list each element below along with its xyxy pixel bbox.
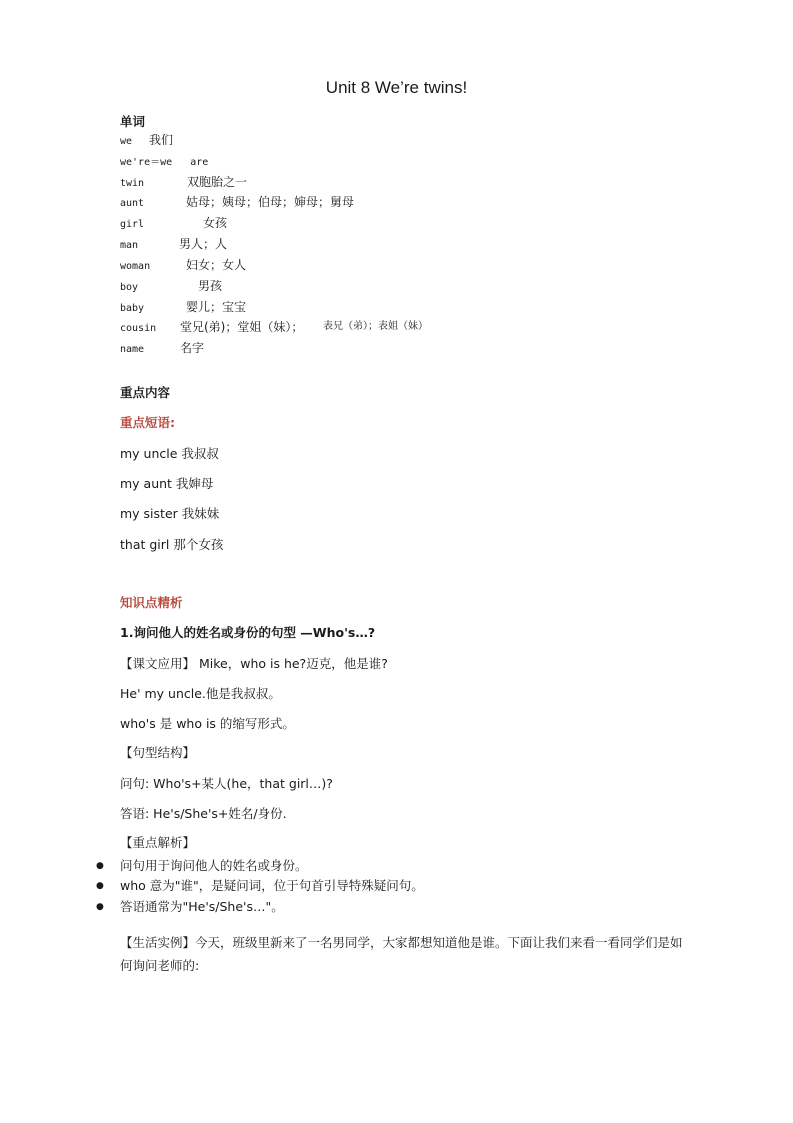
vocab-word: twin [120,178,145,189]
vocab-meaning: 名字 [180,341,205,355]
bullet-item [96,876,424,893]
vocab-item [120,258,247,272]
bullet-text: 答语通常为"He's/She's…"。 [120,899,284,914]
bullet-text: 问句用于询问他人的姓名或身份。 [120,858,308,873]
vocab-word: woman [120,261,151,272]
bullet-item [96,897,284,914]
point-heading: 1.询问他人的姓名或身份的句型 —Who's…? [120,625,376,640]
vocab-item [120,175,248,189]
vocab-item [120,279,223,293]
phrase-item: my aunt 我婶母 [120,476,214,491]
vocab-word: aunt [120,198,145,209]
structure-heading: 【句型结构】 [120,745,196,760]
question-pattern: 问句: Who's+某人(he，that girl…)? [120,776,333,791]
vocab-meaning: 我们 [149,133,174,147]
life-example-line: 何询问老师的: [120,958,200,973]
vocab-item [120,320,428,334]
vocab-item [120,237,228,251]
phrase-item: my sister 我妹妹 [120,506,220,521]
vocab-word: girl [120,219,145,230]
bullet-dot-icon: ● [96,902,104,912]
vocab-word: cousin [120,323,157,334]
vocab-item [120,195,355,209]
bullet-dot-icon: ● [96,861,104,871]
vocab-item [120,155,208,168]
page-title: Unit 8 We’re twins! [325,78,468,97]
answer-line: He' my uncle.他是我叔叔。 [120,686,281,701]
vocab-item [120,133,174,147]
bullet-item [96,856,308,873]
abbreviation-line: who's 是 who is 的缩写形式。 [120,716,295,731]
phrases-heading: 重点短语: [120,415,175,430]
vocab-heading: 单词 [120,114,146,129]
reply-pattern: 答语: He's/She's+姓名/身份. [120,806,287,821]
phrase-item: my uncle 我叔叔 [120,446,219,461]
phrase-item: that girl 那个女孩 [120,537,224,552]
vocab-meaning: 姑母；姨母；伯母；婶母；舅母 [186,195,355,209]
vocab-meaning: 男人；人 [179,237,228,251]
key-heading: 重点内容 [120,385,171,400]
vocab-word: baby [120,303,145,314]
analysis-heading: 知识点精析 [120,595,183,610]
vocab-item [120,216,228,230]
vocab-meaning: 女孩 [203,216,228,230]
life-example-line: 【生活实例】今天，班级里新来了一名男同学，大家都想知道他是谁。下面让我们来看一看同学们是如 [120,935,683,950]
vocab-word: we're＝we are [120,157,209,168]
vocab-word: we [120,136,133,147]
vocab-meaning-extra: 表兄（弟）；表姐（妹） [323,321,428,332]
bullet-text: who 意为"谁"，是疑问词，位于句首引导特殊疑问句。 [120,878,424,893]
bullet-dot-icon: ● [96,881,104,891]
vocab-meaning: 婴儿；宝宝 [186,300,247,314]
vocab-word: name [120,344,145,355]
vocab-item [120,300,247,314]
vocab-meaning: 双胞胎之一 [187,175,248,189]
example-line: 【课文应用】 Mike，who is he?迈克，他是谁? [120,656,388,671]
vocab-word: man [120,240,139,251]
vocab-meaning: 妇女；女人 [186,258,247,272]
vocab-item [120,341,205,355]
vocab-meaning: 堂兄(弟)；堂姐（妹）； [180,320,304,334]
analysis-subheading: 【重点解析】 [120,835,196,850]
vocab-word: boy [120,282,139,293]
vocab-meaning: 男孩 [198,279,223,293]
